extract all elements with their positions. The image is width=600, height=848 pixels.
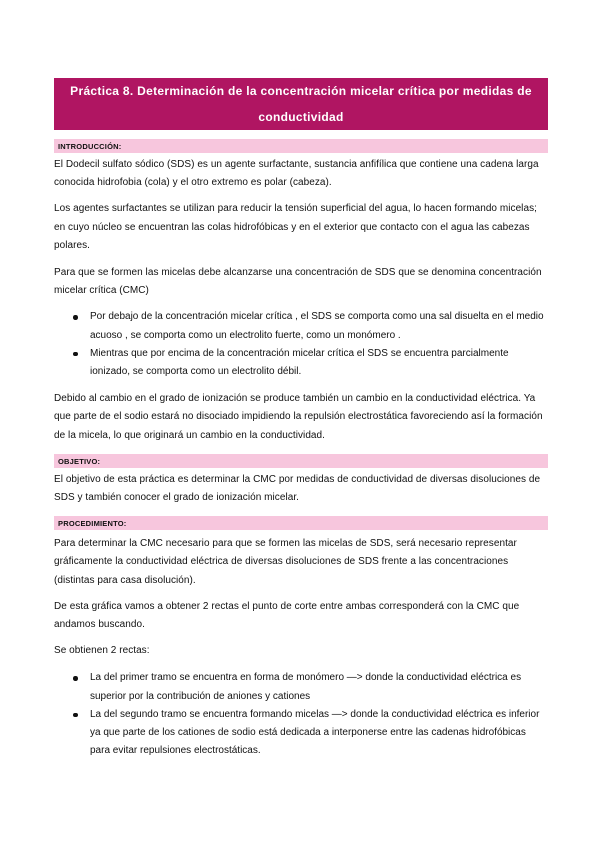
bullet-icon: [73, 713, 78, 718]
bullet-icon: [73, 676, 78, 681]
list-item-text: La del primer tramo se encuentra en forma de monómero —> donde la conductividad eléctrica es superior por la contribución de aniones y cationes: [90, 672, 522, 702]
list-item: [54, 706, 548, 761]
title-prefix: Práctica 8.: [70, 84, 134, 98]
document-page: [54, 78, 548, 760]
title-line2: conductividad: [258, 110, 344, 124]
list-item-text: Por debajo de la concentración micelar crítica , el SDS se comporta como una sal disuelta en el medio acuoso , se comporta como un electrolito fuerte, como un monómero .: [90, 311, 544, 341]
list-item-text: Mientras que por encima de la concentración micelar crítica el SDS se encuentra parcialmente ionizado, se comporta como un electrolito débil.: [90, 347, 509, 378]
section-heading-intro: INTRODUCCIÓN:: [54, 139, 548, 153]
bullet-icon: [73, 315, 78, 320]
page-title: [54, 78, 548, 130]
bullet-icon: [73, 352, 78, 357]
intro-paragraph-3: Para que se formen las micelas debe alcanzarse una concentración de SDS que se denomina concentración micelar crítica (CMC): [54, 267, 542, 297]
section-heading-objective: OBJETIVO:: [54, 454, 548, 468]
list-item-text: La del segundo tramo se encuentra formando micelas —> donde la conductividad eléctrica es inferior ya que parte de los cationes de sodio está dedicada a interponerse entre las cadenas hidrofóbicas para evitar repulsiones electrostáticas.: [90, 708, 540, 757]
procedure-paragraph-3: Se obtienen 2 rectas:: [54, 645, 150, 657]
list-item: [54, 669, 548, 705]
intro-paragraph-2: Los agentes surfactantes se utilizan para reducir la tensión superficial del agua, lo hacen formando micelas; en cuyo núcleo se encuentran las colas hidrofóbicas y en el exterior que contacto con el agua las cabezas polares.: [54, 203, 537, 251]
intro-paragraph-1: El Dodecil sulfato sódico (SDS) es un agente surfactante, sustancia anfifílica que contiene una cadena larga conocida hidrofobia (cola) y el otro extremo es polar (cabeza).: [54, 159, 539, 189]
section-heading-procedure: PROCEDIMIENTO:: [54, 516, 548, 530]
procedure-paragraph-1: Para determinar la CMC necesario para que se formen las micelas de SDS, será necesario representar gráficamente la conductividad eléctrica de diversas disoluciones de SDS frente a las concentraciones (distintas para casa disolución).: [54, 538, 517, 586]
procedure-paragraph-2: De esta gráfica vamos a obtener 2 rectas el punto de corte entre ambas corresponderá con la CMC que andamos buscando.: [54, 600, 520, 631]
intro-paragraph-4: Debido al cambio en el grado de ionización se produce también un cambio en la conductividad eléctrica. Ya que parte de el sodio estará no disociado impidiendo la repulsión electrostática favoreciendo así la formación de la micela, lo que originará un cambio en la conductividad.: [54, 393, 543, 441]
procedure-bullet-list: [54, 669, 548, 760]
title-line1: Determinación de la concentración micelar crítica por medidas de: [133, 84, 532, 98]
objective-paragraph: El objetivo de esta práctica es determinar la CMC por medidas de conductividad de diversas disoluciones de SDS y también conocer el grado de ionización micelar.: [54, 473, 541, 504]
list-item: [54, 345, 548, 381]
intro-bullet-list: [54, 308, 548, 381]
list-item: [54, 308, 548, 344]
